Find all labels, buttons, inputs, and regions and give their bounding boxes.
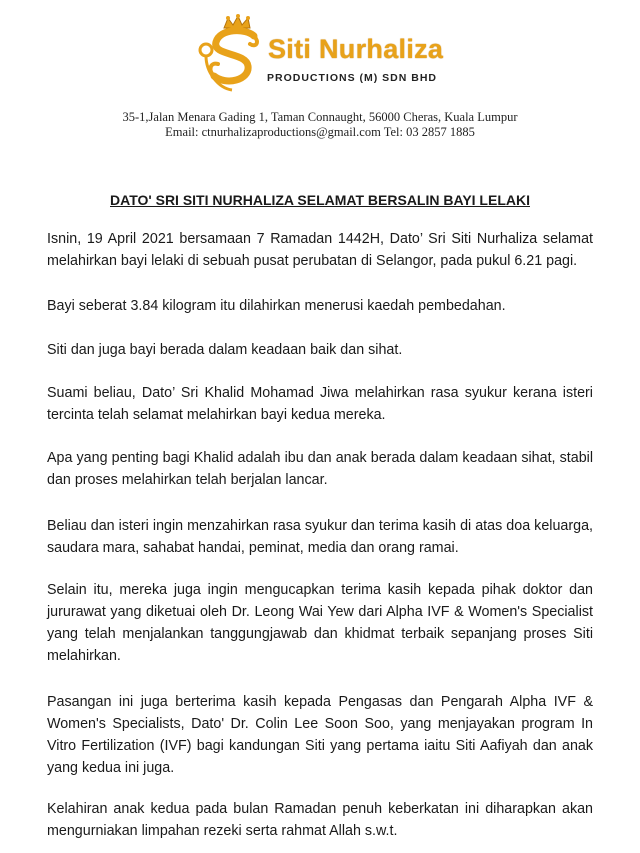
paragraph-line: jururawat yang diketuai oleh Dr. Leong Wai Yew dari Alpha IVF & Women's Specialist <box>47 604 593 620</box>
page-title: DATO' SRI SITI NURHALIZA SELAMAT BERSALIN BAYI LELAKI <box>110 192 530 208</box>
paragraph-line: Apa yang penting bagi Khalid adalah ibu dan anak berada dalam keadaan sihat, stabil <box>47 450 593 466</box>
paragraph-line: Bayi seberat 3.84 kilogram itu dilahirkan menerusi kaedah pembedahan. <box>47 298 506 314</box>
paragraph-line: Selain itu, mereka juga ingin mengucapkan terima kasih kepada pihak doktor dan <box>47 582 593 598</box>
brand-logo-icon <box>198 14 268 94</box>
address-line: 35-1,Jalan Menara Gading 1, Taman Connaught, 56000 Cheras, Kuala Lumpur <box>122 110 518 124</box>
paragraph-line: Suami beliau, Dato’ Sri Khalid Mohamad Jiwa melahirkan rasa syukur kerana isteri <box>47 385 593 401</box>
paragraph-line: melahirkan. <box>47 648 121 664</box>
paragraph-line: Vitro Fertilization (IVF) bagi kandungan Siti yang pertama iaitu Siti Aafiyah dan anak <box>47 738 593 754</box>
paragraph <box>47 515 593 559</box>
paragraph-line: tercinta telah selamat melahirkan bayi kedua mereka. <box>47 407 386 423</box>
paragraph-line: yang telah menjalankan tanggungjawab dan khidmat terbaik sepanjang proses Siti <box>47 626 593 642</box>
paragraph <box>47 447 593 491</box>
paragraph-line: melahirkan bayi lelaki di sebuah pusat perubatan di Selangor, pada pukul 6.21 pagi. <box>47 253 578 269</box>
paragraph <box>47 691 593 779</box>
paragraph <box>47 228 593 272</box>
paragraph-line: mengurniakan limpahan rezeki serta rahmat Allah s.w.t. <box>47 823 398 839</box>
paragraph <box>47 339 593 361</box>
paragraph-line: dan proses melahirkan telah berjalan lancar. <box>47 472 328 488</box>
paragraph-line: yang kedua ini juga. <box>47 760 175 776</box>
letterhead <box>0 0 640 150</box>
paragraph-line: Women's Specialists, Dato' Dr. Colin Lee Soon Soo, yang menjayakan program In <box>47 716 593 732</box>
paragraph-line: Isnin, 19 April 2021 bersamaan 7 Ramadan 1442H, Dato’ Sri Siti Nurhaliza selamat <box>47 231 593 247</box>
paragraph <box>47 382 593 426</box>
paragraph <box>47 579 593 667</box>
paragraph-line: saudara mara, sahabat handai, peminat, media dan orang ramai. <box>47 540 459 556</box>
paragraph-line: Kelahiran anak kedua pada bulan Ramadan penuh keberkatan ini diharapkan akan <box>47 801 593 817</box>
paragraph <box>47 295 593 317</box>
contact-line: Email: ctnurhalizaproductions@gmail.com Tel: 03 2857 1885 <box>165 125 475 139</box>
brand-name: Siti Nurhaliza <box>268 34 444 64</box>
brand-subtitle: PRODUCTIONS (M) SDN BHD <box>267 72 437 84</box>
paragraph-line: Siti dan juga bayi berada dalam keadaan baik dan sihat. <box>47 342 403 358</box>
paragraph-line: Beliau dan isteri ingin menzahirkan rasa syukur dan terima kasih di atas doa keluarga, <box>47 518 593 534</box>
paragraph-line: Pasangan ini juga berterima kasih kepada Pengasas dan Pengarah Alpha IVF & <box>47 694 593 710</box>
paragraph <box>47 798 593 842</box>
